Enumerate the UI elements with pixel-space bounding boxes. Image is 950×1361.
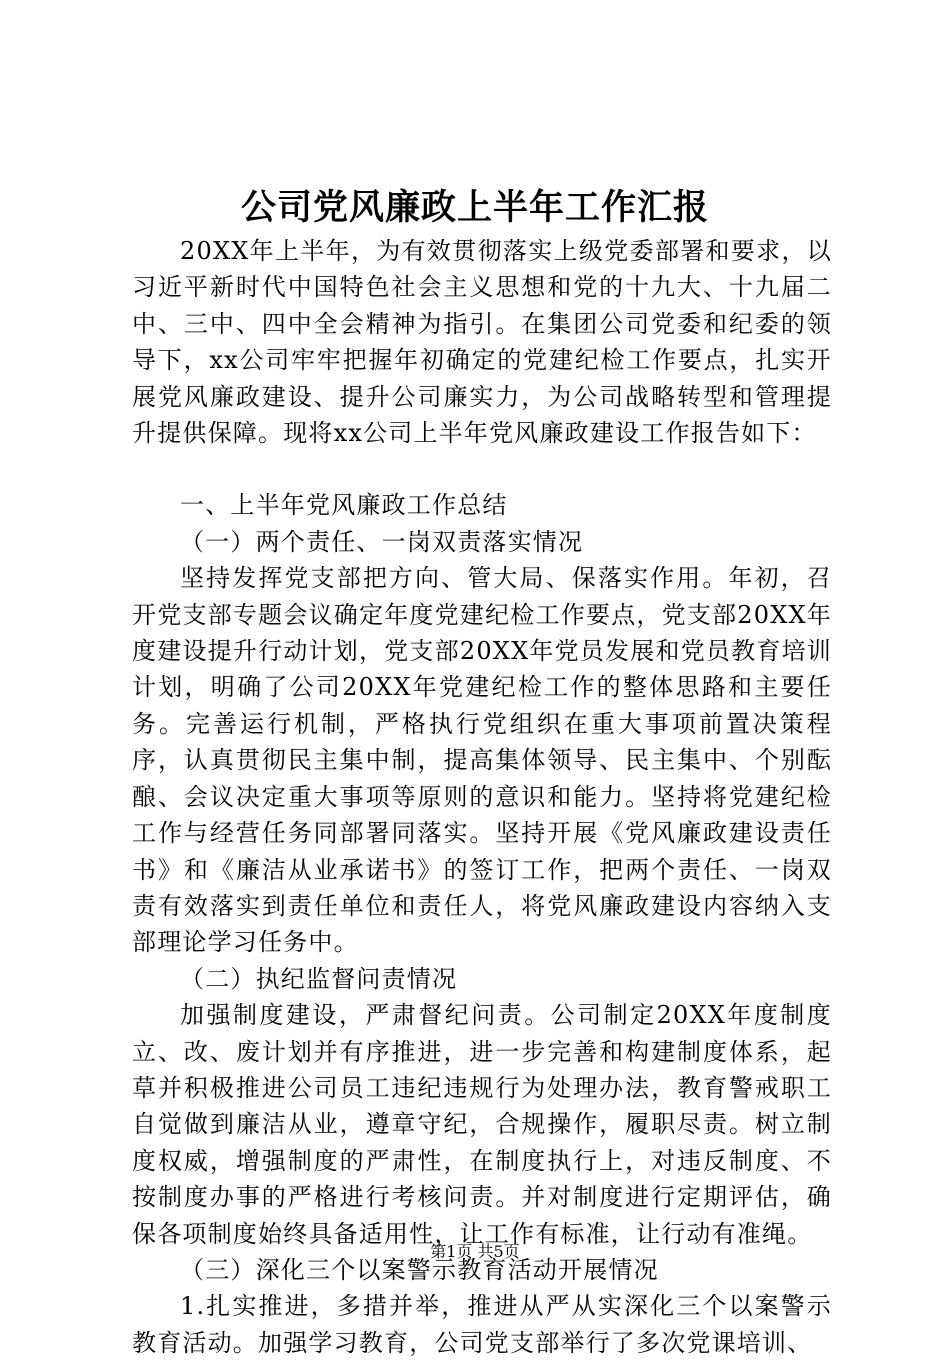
page-number: 第1页 共5页 bbox=[430, 1242, 520, 1261]
document-body bbox=[132, 233, 832, 1361]
education-paragraph: 1.扎实推进，多措并举，推进从严从实深化三个以案警示教育活动。加强学习教育，公司党支部举行了多次党课培训、 bbox=[132, 1292, 832, 1357]
intro-paragraph: 20XX年上半年，为有效贯彻落实上级党委部署和要求，以习近平新时代中国特色社会主义思想和党的十九大、十九届二中、三中、四中全会精神为指引。在集团公司党委和纪委的领导下，xx公司牢牢把握年初确定的党建纪检工作要点，扎实开展党风廉政建设、提升公司廉实力，为公司战略转型和管理提升提供保障。现将xx公司上半年党风廉政建设工作报告如下： bbox=[132, 237, 832, 448]
document-title: 公司党风廉政上半年工作汇报 bbox=[240, 188, 709, 228]
supervision-paragraph: 加强制度建设，严肃督纪问责。公司制定20XX年度制度立、改、废计划并有序推进，进一步完善和构建制度体系，起草并积极推进公司员工违纪违规行为处理办法，教育警戒职工自觉做到廉洁从业，遵章守纪，合规操作，履职尽责。树立制度权威，增强制度的严肃性，在制度执行上，对违反制度、不按制度办事的严格进行考核问责。并对制度进行定期评估，确保各项制度始终具备适用性，让工作有标准，让行动有准绳。 bbox=[132, 1001, 832, 1248]
subsection-heading-supervision: （二）执纪监督问责情况 bbox=[180, 964, 458, 993]
subsection-heading-responsibilities: （一）两个责任、一岗双责落实情况 bbox=[180, 527, 584, 556]
subsection-heading-education: （三）深化三个以案警示教育活动开展情况 bbox=[180, 1255, 659, 1284]
responsibilities-paragraph: 坚持发挥党支部把方向、管大局、保落实作用。年初，召开党支部专题会议确定年度党建纪检工作要点，党支部20XX年度建设提升行动计划，党支部20XX年党员发展和党员教育培训计划，明确了公司20XX年党建纪检工作的整体思路和主要任务。完善运行机制，严格执行党组织在重大事项前置决策程序，认真贯彻民主集中制，提高集体领导、民主集中、个别酝酿、会议决定重大事项等原则的意识和能力。坚持将党建纪检工作与经营任务同部署同落实。坚持开展《党风廉政建设责任书》和《廉洁从业承诺书》的签订工作，把两个责任、一岗双责有效落实到责任单位和责任人，将党风廉政建设内容纳入支部理论学习任务中。 bbox=[132, 564, 832, 957]
section-heading-summary: 一、上半年党风廉政工作总结 bbox=[180, 491, 508, 520]
